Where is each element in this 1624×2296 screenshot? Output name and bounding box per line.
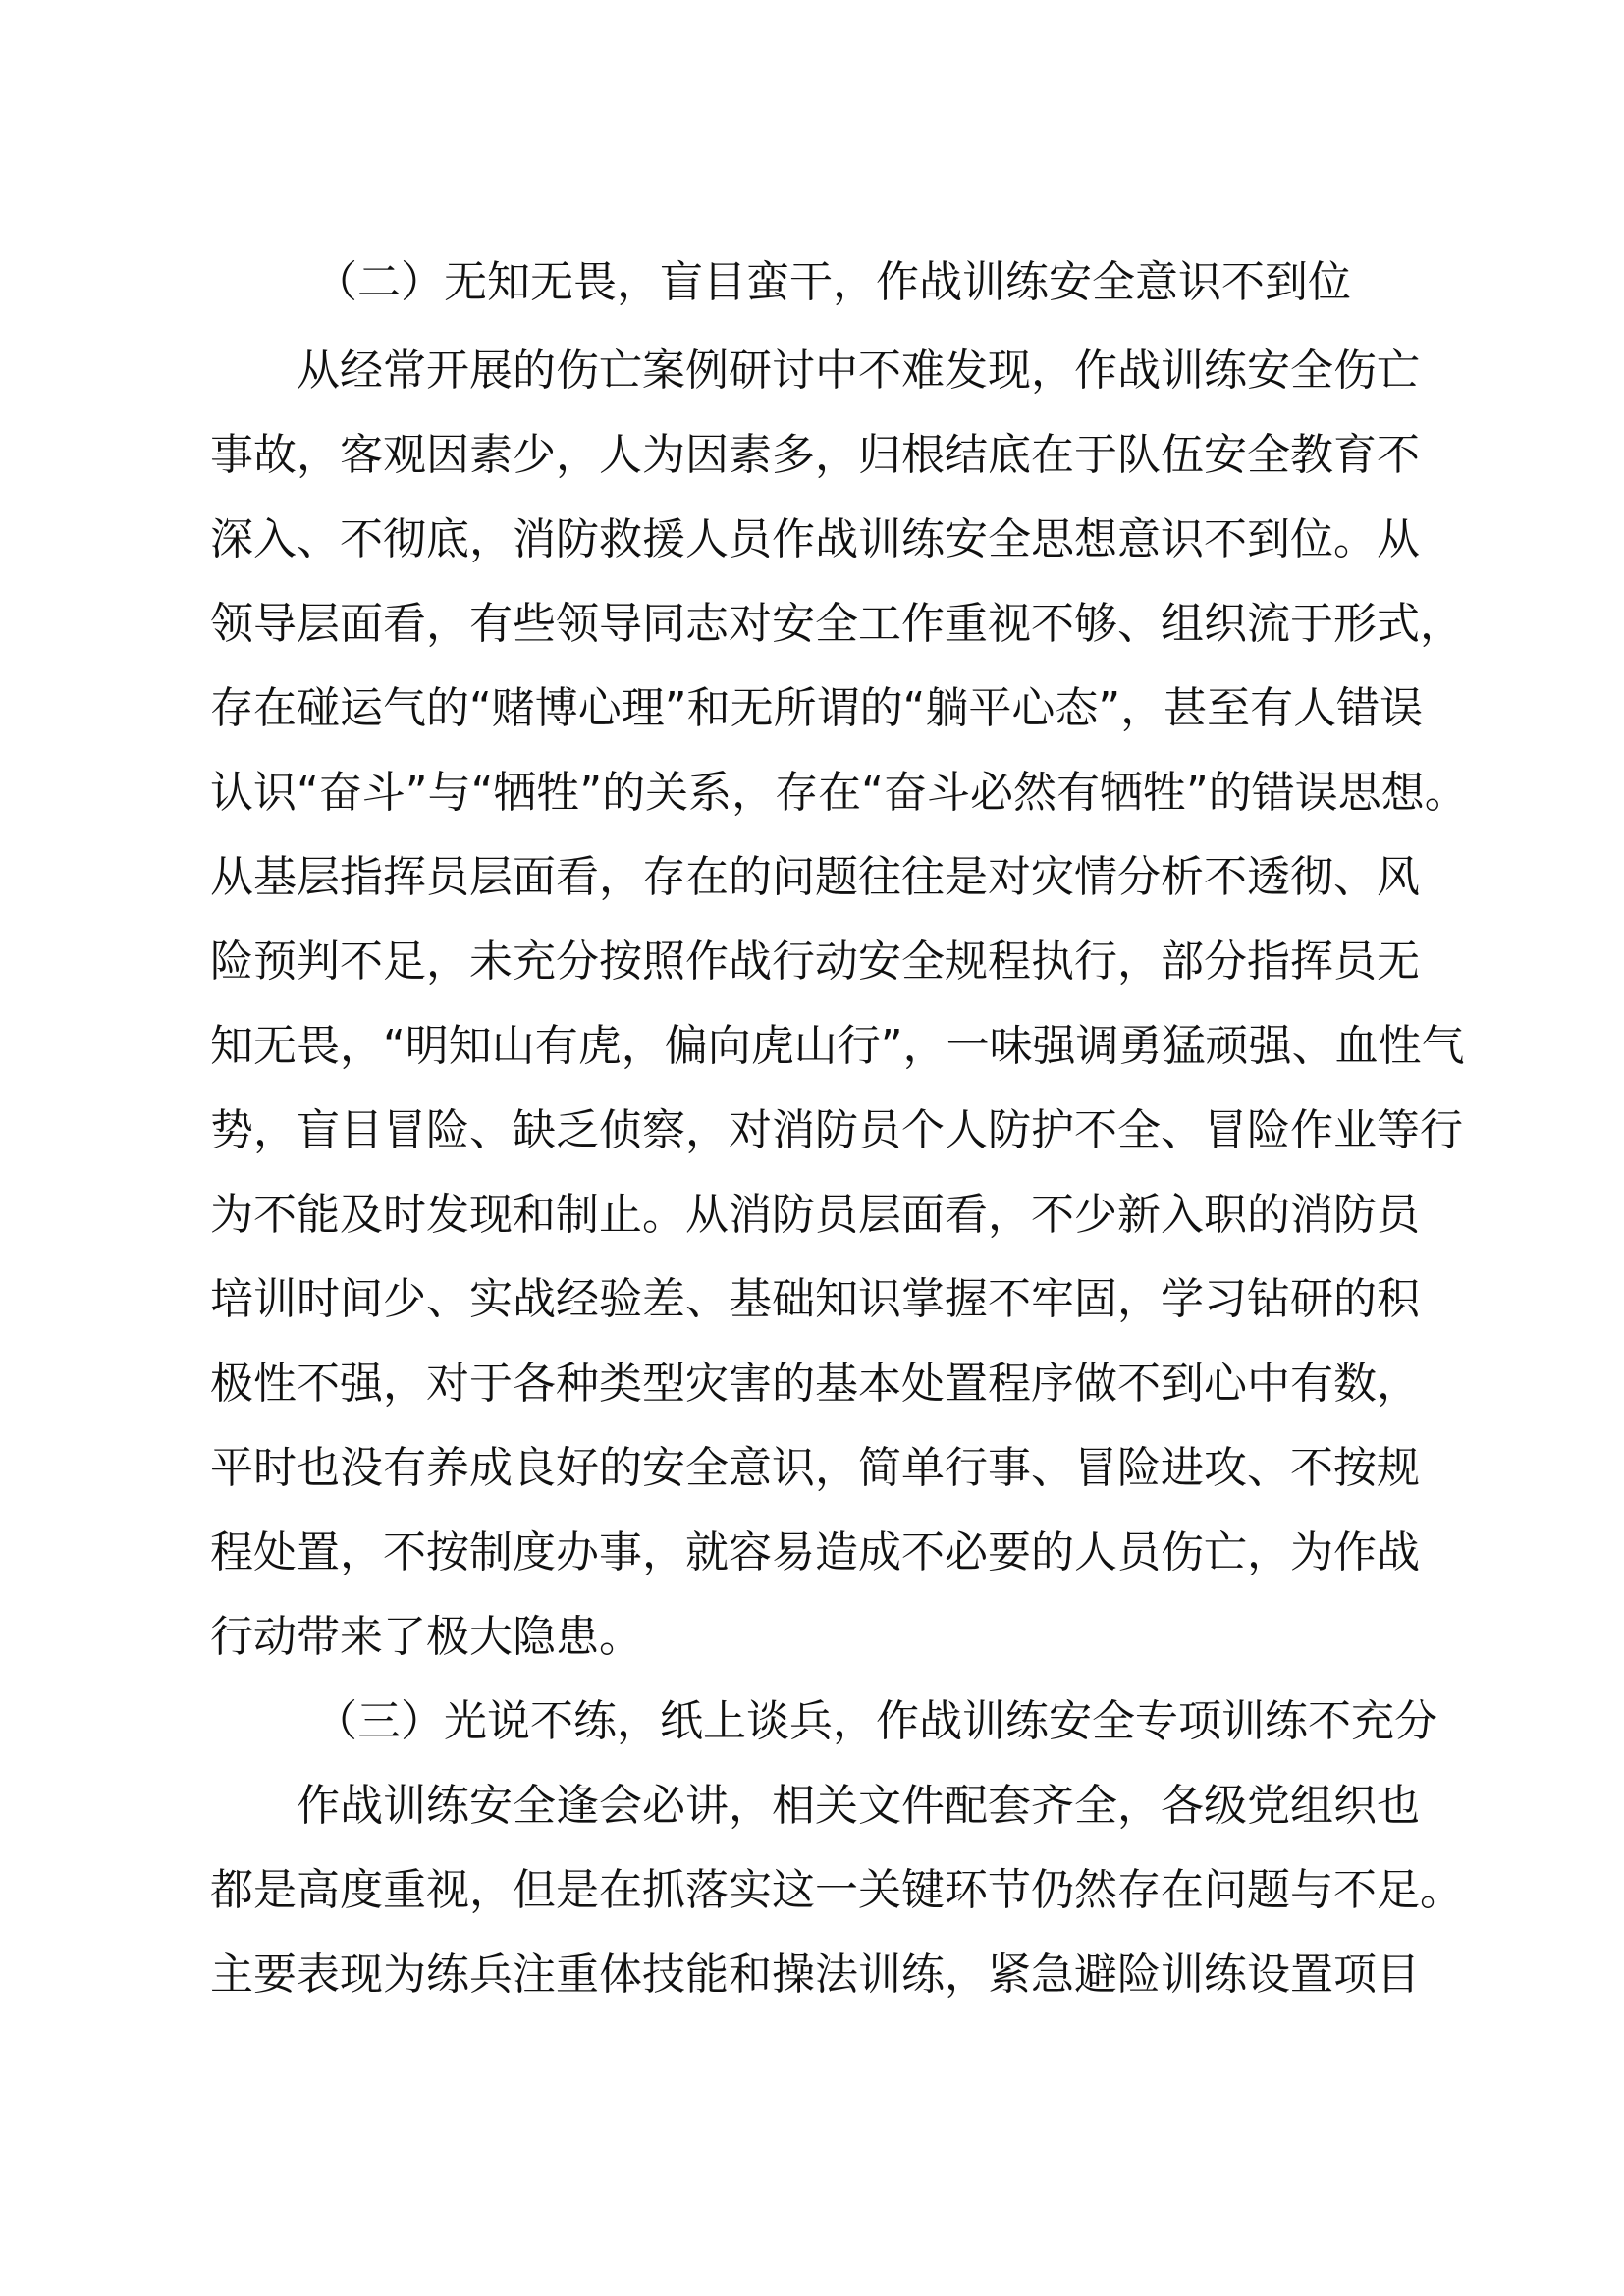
paragraph-1-line-12: 培训时间少、实战经验差、基础知识掌握不牢固，学习钻研的积 [210,1274,1420,1324]
paragraph-1-line-8: 险预判不足，未充分按照作战行动安全规程执行，部分指挥员无 [210,936,1420,987]
paragraph-1-line-3: 深入、不彻底，消防救援人员作战训练安全思想意识不到位。从 [210,514,1420,564]
paragraph-1-line-4: 领导层面看，有些领导同志对安全工作重视不够、组织流于形式， [210,599,1463,649]
section-heading-3: （三）光说不练，纸上谈兵，作战训练安全专项训练不充分 [314,1696,1437,1746]
paragraph-1-line-5: 存在碰运气的“赌博心理”和无所谓的“躺平心态”，甚至有人错误 [210,683,1424,733]
paragraph-1-line-1: 从经常开展的伤亡案例研讨中不难发现，作战训练安全伤亡 [297,346,1420,396]
paragraph-2-line-2: 都是高度重视，但是在抓落实这一关键环节仍然存在问题与不足。 [210,1865,1463,1915]
paragraph-1-line-7: 从基层指挥员层面看，存在的问题往往是对灾情分析不透彻、风 [210,852,1420,902]
paragraph-2-line-1: 作战训练安全逢会必讲，相关文件配套齐全，各级党组织也 [297,1781,1420,1831]
paragraph-1-line-16: 行动带来了极大隐患。 [210,1612,642,1662]
paragraph-1-line-9: 知无畏，“明知山有虎，偏向虎山行”，一味强调勇猛顽强、血性气 [210,1021,1465,1071]
paragraph-1-line-14: 平时也没有养成良好的安全意识，简单行事、冒险进攻、不按规 [210,1443,1420,1493]
paragraph-1-line-11: 为不能及时发现和制止。从消防员层面看，不少新入职的消防员 [210,1190,1420,1240]
paragraph-1-line-10: 势，盲目冒险、缺乏侦察，对消防员个人防护不全、冒险作业等行 [210,1105,1463,1155]
paragraph-1-line-6: 认识“奋斗”与“牺牲”的关系，存在“奋斗必然有牺牲”的错误思想。 [210,768,1468,818]
paragraph-1-line-13: 极性不强，对于各种类型灾害的基本处置程序做不到心中有数， [210,1359,1420,1409]
paragraph-1-line-2: 事故，客观因素少，人为因素多，归根结底在于队伍安全教育不 [210,430,1420,480]
paragraph-1-line-15: 程处置，不按制度办事，就容易造成不必要的人员伤亡，为作战 [210,1527,1420,1577]
paragraph-2-line-3: 主要表现为练兵注重体技能和操法训练，紧急避险训练设置项目 [210,1949,1420,2000]
section-heading-2: （二）无知无畏，盲目蛮干，作战训练安全意识不到位 [314,257,1351,307]
